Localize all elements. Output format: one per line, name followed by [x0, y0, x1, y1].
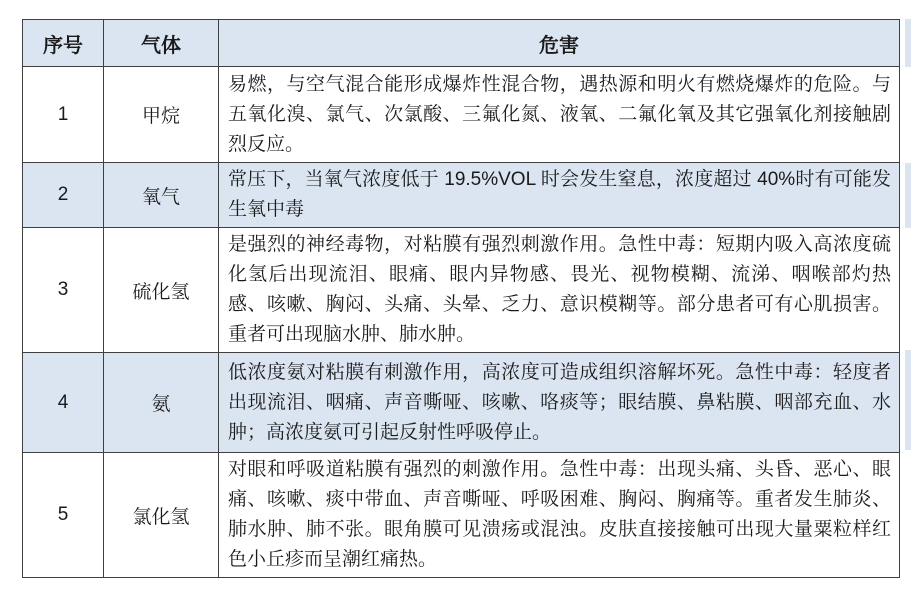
table-row [23, 228, 900, 353]
header-cell-no: 序号 [23, 20, 104, 67]
gas-hazard-table [22, 19, 900, 578]
table-row [23, 163, 900, 228]
cell-gas: 硫化氢 [104, 228, 219, 353]
table-header-row [23, 20, 900, 67]
cell-hazard: 常压下，当氧气浓度低于 19.5%VOL 时会发生窒息，浓度超过 40%时有可能发生氧中毒 [219, 163, 900, 228]
header-cell-hazard: 危害 [219, 20, 900, 67]
table-row [23, 67, 900, 163]
cell-gas: 氨 [104, 353, 219, 453]
cell-hazard: 低浓度氨对粘膜有刺激作用，高浓度可造成组织溶解坏死。急性中毒：轻度者出现流泪、咽痛、声音嘶哑、咳嗽、咯痰等；眼结膜、鼻粘膜、咽部充血、水肿；高浓度氨可引起反射性呼吸停止。 [219, 353, 900, 453]
cell-no: 3 [23, 228, 104, 353]
cell-hazard: 易燃，与空气混合能形成爆炸性混合物，遇热源和明火有燃烧爆炸的危险。与五氧化溴、氯气、次氯酸、三氟化氮、液氧、二氟化氧及其它强氧化剂接触剧烈反应。 [219, 67, 900, 163]
table-edge-sliver [905, 19, 911, 67]
table-edge-sliver [905, 350, 911, 450]
table-row [23, 453, 900, 578]
cell-gas: 甲烷 [104, 67, 219, 163]
cell-hazard: 对眼和呼吸道粘膜有强烈的刺激作用。急性中毒：出现头痛、头昏、恶心、眼痛、咳嗽、痰中带血、声音嘶哑、呼吸困难、胸闷、胸痛等。重者发生肺炎、肺水肿、肺不张。眼角膜可见溃疡或混浊。皮肤直接接触可出现大量粟粒样红色小丘疹而呈潮红痛热。 [219, 453, 900, 578]
cell-gas: 氧气 [104, 163, 219, 228]
cell-no: 1 [23, 67, 104, 163]
cell-no: 5 [23, 453, 104, 578]
table-edge-sliver [905, 163, 911, 228]
cell-hazard: 是强烈的神经毒物，对粘膜有强烈刺激作用。急性中毒：短期内吸入高浓度硫化氢后出现流泪、眼痛、眼内异物感、畏光、视物模糊、流涕、咽喉部灼热感、咳嗽、胸闷、头痛、头晕、乏力、意识模糊等。部分患者可有心肌损害。重者可出现脑水肿、肺水肿。 [219, 228, 900, 353]
cell-no: 4 [23, 353, 104, 453]
cell-gas: 氯化氢 [104, 453, 219, 578]
header-cell-gas: 气体 [104, 20, 219, 67]
cell-no: 2 [23, 163, 104, 228]
table-row [23, 353, 900, 453]
